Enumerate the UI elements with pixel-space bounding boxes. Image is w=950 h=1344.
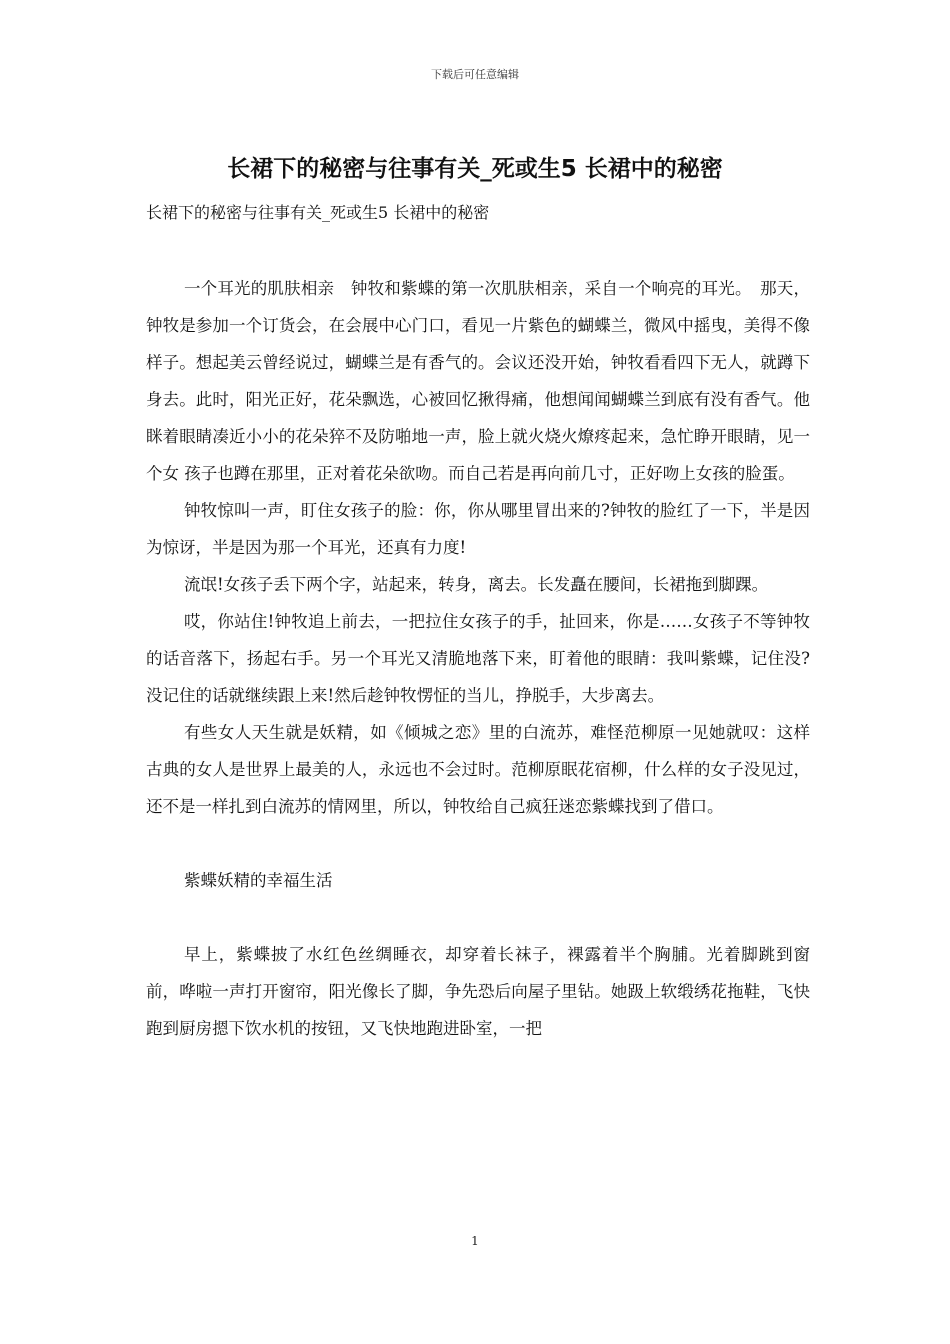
blank-line bbox=[146, 825, 810, 862]
paragraph: 有些女人天生就是妖精，如《倾城之恋》里的白流苏，难怪范柳原一见她就叹：这样古典的女人是世界上最美的人，永远也不会过时。范柳原眠花宿柳，什么样的女子没见过，还不是一样扎到白流苏的情网里，所以，钟牧给自己疯狂迷恋紫蝶找到了借口。 bbox=[146, 723, 810, 816]
paragraph: 一个耳光的肌肤相亲 钟牧和紫蝶的第一次肌肤相亲，采自一个响亮的耳光。 那天，钟牧是参加一个订货会，在会展中心门口，看见一片紫色的蝴蝶兰，微风中摇曳，美得不像样子。想起美云曾经说过，蝴蝶兰是有香气的。会议还没开始，钟牧看看四下无人，就蹲下身去。此时，阳光正好，花朵飘选，心被回忆揪得痛，他想闻闻蝴蝶兰到底有没有香气。他眯着眼睛凑近小小的花朵猝不及防啪地一声，脸上就火烧火燎疼起来，急忙睁开眼睛，见一个女 孩子也蹲在那里，正对着花朵欲吻。而自己若是再向前几寸，正好吻上女孩的脸蛋。 bbox=[146, 279, 810, 483]
section-heading: 紫蝶妖精的幸福生活 bbox=[183, 871, 333, 890]
document-subtitle: 长裙下的秘密与往事有关_死或生5 长裙中的秘密 bbox=[146, 203, 490, 222]
paragraph: 哎，你站住!钟牧追上前去，一把拉住女孩子的手，扯回来，你是……女孩子不等钟牧的话音落下，扬起右手。另一个耳光又清脆地落下来，盯着他的眼睛：我叫紫蝶，记住没?没记住的话就继续跟上来!然后趁钟牧愣怔的当儿，挣脱手，大步离去。 bbox=[146, 612, 810, 705]
paragraph: 钟牧惊叫一声，盯住女孩子的脸：你，你从哪里冒出来的?钟牧的脸红了一下，半是因为惊讶，半是因为那一个耳光，还真有力度! bbox=[146, 501, 810, 557]
page-number: 1 bbox=[471, 1234, 479, 1248]
document-body bbox=[146, 270, 810, 1047]
header-note: 下载后可任意编辑 bbox=[431, 68, 519, 81]
document-title: 长裙下的秘密与往事有关_死或生5 长裙中的秘密 bbox=[227, 156, 723, 182]
paragraph: 早上，紫蝶披了水红色丝绸睡衣，却穿着长袜子，裸露着半个胸脯。光着脚跳到窗前，哗啦一声打开窗帘，阳光像长了脚，争先恐后向屋子里钻。她趿上软缎绣花拖鞋，飞快跑到厨房摁下饮水机的按钮，又飞快地跑进卧室，一把 bbox=[146, 945, 810, 1038]
blank-line bbox=[146, 899, 810, 936]
paragraph: 流氓!女孩子丢下两个字，站起来，转身，离去。长发矗在腰间，长裙拖到脚踝。 bbox=[183, 575, 769, 594]
